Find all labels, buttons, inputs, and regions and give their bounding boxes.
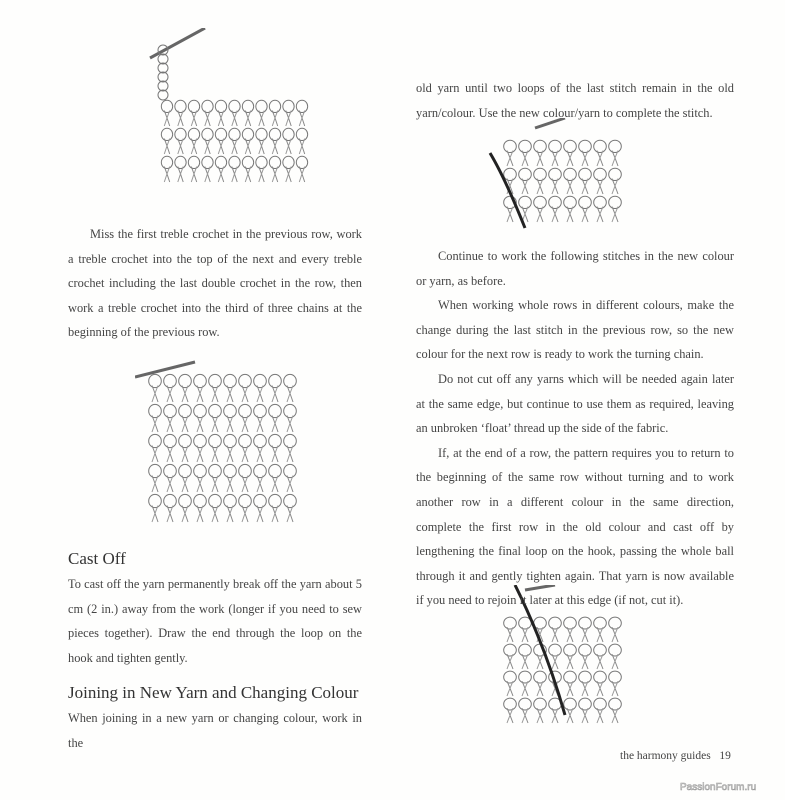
stitch-mark [161,100,172,112]
stitch-mark [256,156,267,168]
stitch-mark [229,100,240,112]
running-footer [620,750,731,762]
stitch-mark [269,156,280,168]
stitch-mark [594,644,607,656]
stitch-mark [269,374,282,387]
stitch-mark [504,698,517,710]
stitch-mark [534,196,547,208]
stitch-mark [161,128,172,140]
stitch-mark [209,404,222,417]
stitch-mark [254,494,267,507]
stitch-mark [242,156,253,168]
stitch-mark [164,374,177,387]
stitch-mark [149,434,162,447]
stitch-mark [188,100,199,112]
stitch-mark [549,617,562,629]
right-column-text [416,244,734,613]
stitch-mark [579,196,592,208]
stitch-mark [534,168,547,180]
crochet-hook-icon [150,28,205,58]
stitch-mark [549,196,562,208]
stitch-mark [239,434,252,447]
stitch-mark [594,698,607,710]
stitch-mark [594,617,607,629]
stitch-mark [254,434,267,447]
stitch-mark [284,434,297,447]
colour-change-illustration [485,118,645,230]
stitch-mark [504,617,517,629]
stitch-mark [179,434,192,447]
cast-off-heading: Cast Off [68,549,126,568]
stitch-mark [284,494,297,507]
stitch-mark [504,644,517,656]
stitch-mark [256,100,267,112]
stitch-mark [564,644,577,656]
stitch-mark [161,156,172,168]
stitch-mark [269,404,282,417]
stitch-mark [224,404,237,417]
stitch-mark [194,494,207,507]
stitch-mark [519,140,532,152]
stitch-mark [504,140,517,152]
stitch-mark [269,128,280,140]
stitch-mark [254,374,267,387]
paragraph: Do not cut off any yarns which will be needed again later at the same edge, but continue to use them as required, leaving an unbroken ‘float’ thread up the side of the fabric. [416,371,734,436]
stitch-mark [269,434,282,447]
paragraph: Miss the first treble crochet in the previous row, work a treble crochet into the top of the next and every treble crochet including the last double crochet in the row, then work a treble crochet into the third of three chains at the beginning of the previous row. [68,227,362,340]
stitch-mark [209,494,222,507]
stitch-mark [284,464,297,477]
stitch-mark [564,168,577,180]
stitch-mark [209,434,222,447]
stitch-mark [175,128,186,140]
stitch-mark [519,671,532,683]
stitch-mark [519,698,532,710]
stitch-mark [564,671,577,683]
stitch-mark [224,494,237,507]
stitch-mark [164,434,177,447]
stitch-mark [224,434,237,447]
stitch-mark [215,100,226,112]
stitch-mark [519,644,532,656]
stitch-mark [564,617,577,629]
stitch-mark [188,156,199,168]
stitch-mark [202,128,213,140]
stitch-mark [254,464,267,477]
stitch-mark [194,464,207,477]
stitch-mark [579,168,592,180]
joining-heading: Joining in New Yarn and Changing Colour [68,683,359,702]
stitch-mark [224,464,237,477]
stitch-mark [549,644,562,656]
page-number: 19 [719,750,731,762]
left-column-para1 [68,222,362,345]
watermark: PassionForum.ru [680,782,757,793]
stitch-mark [194,404,207,417]
paragraph: If, at the end of a row, the pattern requires you to return to the beginning of the same row without turning and to work another row in a different colour in the same direction, complete the first row in the old colour and cast off by lengthening the final loop on the hook, passing the whole ball through it and gently tighten again. That yarn is now available if you need to rejoin it later at this edge (if not, cut it). [416,445,734,608]
book-title: the harmony guides [620,750,711,762]
stitch-mark [283,156,294,168]
cast-off-paragraph: To cast off the yarn permanently break off the yarn about 5 cm (2 in.) away from the work (longer if you need to sew pieces together). Draw the end through the loop on the hook and tighten gently. [68,577,362,665]
stitch-mark [239,404,252,417]
stitch-mark [149,404,162,417]
stitch-mark [283,128,294,140]
stitch-mark [269,100,280,112]
stitch-mark [242,128,253,140]
stitch-mark [504,168,517,180]
stitch-mark [549,140,562,152]
stitch-mark [269,464,282,477]
stitch-mark [609,698,622,710]
stitch-mark [164,464,177,477]
stitch-mark [284,374,297,387]
stitch-mark [254,404,267,417]
stitch-mark [229,128,240,140]
stitch-mark [609,168,622,180]
stitch-mark [175,100,186,112]
stitch-mark [149,464,162,477]
stitch-mark [579,644,592,656]
stitch-mark [239,494,252,507]
stitch-mark [534,698,547,710]
stitch-mark [579,617,592,629]
stitch-mark [519,168,532,180]
stitch-mark [609,671,622,683]
stitch-mark [194,374,207,387]
paragraph: old yarn until two loops of the last stitch remain in the old yarn/colour. Use the new colour/yarn to complete the stitch. [416,81,734,120]
stitch-mark [534,140,547,152]
treble-crochet-row-illustration [145,28,325,203]
stitch-mark [269,494,282,507]
stitch-mark [242,100,253,112]
stitch-mark [175,156,186,168]
stitch-mark [609,644,622,656]
stitch-mark [296,100,307,112]
stitch-mark [149,494,162,507]
stitch-mark [229,156,240,168]
stitch-mark [609,617,622,629]
stitch-mark [579,671,592,683]
joining-paragraph: When joining in a new yarn or changing colour, work in the [68,711,362,750]
stitch-mark [202,100,213,112]
stitch-mark [202,156,213,168]
stitch-mark [224,374,237,387]
stitch-mark [609,140,622,152]
stitch-mark [609,196,622,208]
stitch-mark [239,374,252,387]
stitch-mark [296,128,307,140]
stitch-mark [179,464,192,477]
stitch-mark [594,168,607,180]
stitch-mark [239,464,252,477]
stitch-mark [164,404,177,417]
stitch-mark [215,156,226,168]
stitch-mark [564,698,577,710]
stitch-mark [149,374,162,387]
stitch-mark [564,140,577,152]
stitch-mark [564,196,577,208]
paragraph: When working whole rows in different colours, make the change during the last stitch in the previous row, so the new colour for the next row is ready to work the turning chain. [416,298,734,362]
stitch-mark [296,156,307,168]
stitch-mark [209,464,222,477]
stitch-mark [579,140,592,152]
stitch-mark [164,494,177,507]
stitch-mark [256,128,267,140]
stitch-mark [594,196,607,208]
stitch-mark [188,128,199,140]
stitch-mark [179,374,192,387]
stitch-mark [215,128,226,140]
stitch-mark [594,671,607,683]
stitch-mark [283,100,294,112]
stitch-mark [519,196,532,208]
stitch-mark [209,374,222,387]
stitch-mark [194,434,207,447]
paragraph: Continue to work the following stitches in the new colour or yarn, as before. [416,249,734,288]
stitch-mark [179,494,192,507]
stitch-mark [534,671,547,683]
stitch-mark [594,140,607,152]
stitch-mark [179,404,192,417]
stitch-mark [579,698,592,710]
stitch-mark [549,168,562,180]
stitch-mark [284,404,297,417]
stitch-mark [504,671,517,683]
treble-crochet-fabric-illustration [135,352,320,527]
